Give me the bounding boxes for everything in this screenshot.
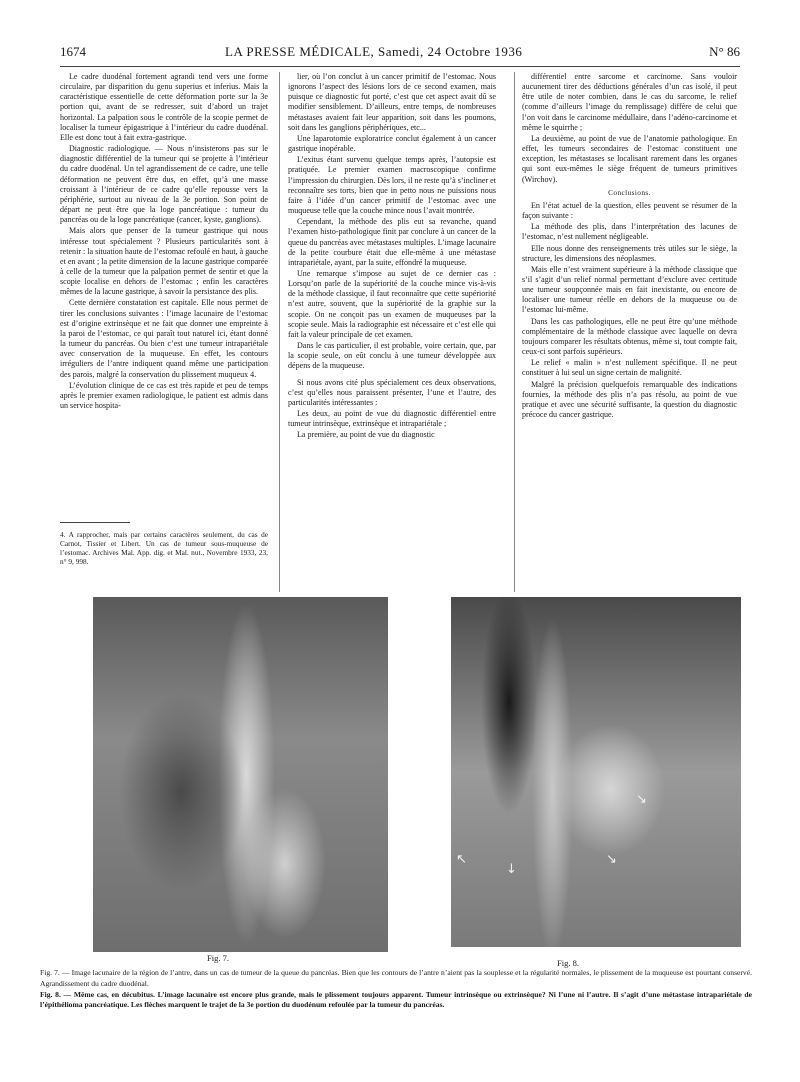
footnote: 4. A rapprocher, mais par certains caractères seulement, du cas de Carnot, Tissier et Libert. Un cas de tumeur sous-muqueuse de l’estomac. Archives Mal. App. dig. et Mal. nut., Novembre 1933, 23, n° 9, 998. [60,530,268,567]
paragraph: La première, au point de vue du diagnostic [297,430,435,440]
arrow-marker: ↓ [506,862,517,877]
figure-caption [40,968,752,1011]
paragraph: En l’état actuel de la question, elles peuvent se résumer de la façon suivante : [522,200,737,221]
section-heading: Conclusions. [608,187,651,197]
paragraph: Une laparotomie exploratrice conclut également à un cancer gastrique inopérable. [288,133,496,154]
caption-fig8: Fig. 8. — Même cas, en décubitus. L’image lacunaire est encore plus grande, mais le plissement toujours apparent. Tumeur intrinsèque ou extrinsèque? Ni l’une ni l’autre. Il s’agit d’une métastase intrapariétale de l’épithélioma pancréatique. Les flèches marquent le trajet de la 3e portion du duodénum refoulée par la tumeur du pancréas. [40,989,752,1010]
paragraph: Malgré la précision quelquefois remarquable des indications fournies, la méthode des plis n’a pas résolu, au point de vue pratique et avec une sécurité suffisante, la question du diagnostic précoce du cancer gastrique. [522,379,737,419]
column-divider [279,72,280,592]
page-number: 1674 [60,44,86,59]
paragraph: Une remarque s’impose au sujet de ce dernier cas : Lorsqu’on parle de la supériorité de la couche mince vis-à-vis de la méthode classique, il faut reconnaître que cette supériorité n’est autre, souvent, que la supériorité de la graphie sur la scopie. On ne conçoit pas un examen de muqueuses par la scopie seule. Mais la radiographie est nécessaire et c’est elle qui fait la valeur principale de cet examen. [288,268,496,339]
paragraph: L’évolution clinique de ce cas est très rapide et peu de temps après le premier examen radiologique, le patient est admis dans un service hospita- [60,380,268,410]
paragraph: différentiel entre sarcome et carcinome. Sans vouloir aucunement tirer des déductions générales d’un cas isolé, il peut être utile de noter combien, dans le cas du sarcome, le relief (comme d’ailleurs l’image du remplissage) diffère de celui que l’on voit dans le carcinome médullaire, dans l’adéno-carcinome et même le squirrhe ; [522,72,737,132]
paragraph: lier, où l’on conclut à un cancer primitif de l’estomac. Nous ignorons l’aspect des lésions lors de ce second examen, mais puisque ce diagnostic fut porté, c’est que cet aspect avait dû se modifier sensiblement. D’ailleurs, entre temps, de nombreuses métastases avaient fait leur apparition, soit dans les poumons, soit dans les ganglions périphériques, etc... [288,72,496,132]
paragraph: Dans les cas pathologiques, elle ne peut être qu’une méthode complémentaire de la méthode classique avec laquelle on devra toujours comparer les résultats obtenus, même si, tout compte fait, ceux-ci sont parfois supérieurs. [522,316,737,357]
paragraph: La méthode des plis, dans l’interprétation des lacunes de l’estomac, n’est nullement négligeable. [522,222,737,242]
text-column-3 [522,72,737,421]
paragraph: Le cadre duodénal fortement agrandi tend vers une forme circulaire, par disparition du genu superius et inferius. Mais la caractéristique essentielle de cette déformation porte sur la 3e portion qui, avant de se redresser, suit d’abord un trajet horizontal. La palpation sous le contrôle de la scopie permet de localiser la tumeur épigastrique à l’intérieur du cadre duodénal. Elle est donc tout à fait extra-gastrique. [60,72,268,142]
arrow-marker: ↘ [636,792,647,807]
journal-title: LA PRESSE MÉDICALE, Samedi, 24 Octobre 1936 [225,44,523,59]
paragraph: Diagnostic radiologique. — Nous n’insisterons pas sur le diagnostic différentiel de la tumeur qui se projette à l’intérieur du cadre duodénal. Un tel agrandissement de ce cadre, une telle déformation ne peuvent être dus, en effet, qu’à une masse croissant à l’intérieur de ce cadre qu’elle repousse vers la périphérie, surtout au niveau de la 3e portion. Son point de départ ne peut être que la loge pancréatique : tumeur du pancréas ou de la loge pancréatique (cancer, kyste, ganglions). [60,144,268,225]
arrow-marker: ↖ [456,852,467,867]
paragraph: Elle nous donne des renseignements très utiles sur le siège, la structure, les dimensions des néoplasmes. [522,243,737,263]
header-rule [60,66,740,67]
column-divider [514,72,515,592]
paragraph: Le relief « malin » n’est nullement spécifique. Il ne peut constituer à lui seul un signe certain de malignité. [522,358,737,378]
xray-figure-7 [93,597,388,952]
text-column-1 [60,72,268,412]
arrow-marker: ↘ [606,852,617,867]
footnote-rule [60,522,130,523]
caption-fig7: Fig. 7. — Image lacunaire de la région de l’antre, dans un cas de tumeur de la queue du pancréas. Bien que les contours de l’antre n’aient pas la souplesse et la régularité normales, le plissement de la muqueuse est pourtant conservé. Agrandissement du cadre duodénal. [40,968,752,988]
paragraph: Les deux, au point de vue du diagnostic différentiel entre tumeur intrinsèque, extrinsèque et intrapariétale ; [288,409,496,429]
issue-number: N° 86 [709,44,740,59]
paragraph: Mais alors que penser de la tumeur gastrique qui nous intéresse tout spécialement ? Plusieurs particularités sont à retenir : la situation haute de l’estomac refoulé en haut, à gauche et en avant ; la petite dimension de la lacune gastrique comparée à celle de la tumeur que la palpation permet de sentir et que la scopie localise en dehors de l’estomac ; enfin les caractères mêmes de la lacune gastrique, à savoir la persistance des plis. [60,226,268,297]
paragraph: Mais elle n’est vraiment supérieure à la méthode classique que s’il s’agit d’un relief normal permettant d’exclure avec certitude une tumeur soupçonnée mais en fait inexistante, ou encore de localiser une tumeur réelle en dehors de la muqueuse ou de l’estomac lui-même. [522,264,737,315]
xray-figure-8 [451,597,741,947]
text-column-2 [288,72,496,441]
figure-7-label: Fig. 7. [207,953,229,963]
page-header [60,44,740,64]
paragraph: Dans le cas particulier, il est probable, voire certain, que, par la scopie seule, on eût conclu à une tumeur développée aux dépens de la muqueuse. [288,341,496,371]
paragraph: Cependant, la méthode des plis eut sa revanche, quand l’examen histo-pathologique finit par conclure à un cancer de la queue du pancréas avec métastases multiples. L’image lacunaire de la petite courbure était due elle-même à une métastase intrapariétale, ayant, par la suite, effondré la muqueuse. [288,217,496,267]
figure-8-label: Fig. 8. [557,958,579,968]
paragraph: Cette dernière constatation est capitale. Elle nous permet de tirer les conclusions suivantes : l’image lacunaire de l’estomac est d’origine extrinsèque et ne fait que donner une empreinte à la paroi de l’estomac, ce qui paraît tout naturel ici, étant donné la tumeur du pancréas. Ou bien c’est une tumeur intrapariétale avec conservation de la muqueuse. En effet, les contours irréguliers de l’antre indiquent quand même une participation des parois, malgré la conservation du plissement muqueux 4. [60,298,268,379]
paragraph: L’exitus étant survenu quelque temps après, l’autopsie est pratiquée. Le premier examen macroscopique confirme l’impression du chirurgien. Dès lors, il ne reste qu’à s’incliner et reconnaître ses torts, bien que in petto nous ne puissions nous faire à l’idée d’un cancer primitif de l’estomac avec une muqueuse telle que la couche mince nous l’avait montrée. [288,155,496,216]
paragraph: Si nous avons cité plus spécialement ces deux observations, c’est qu’elles nous paraissent présenter, l’une et l’autre, des particularités intéressantes : [288,377,496,407]
paragraph: La deuxième, au point de vue de l’anatomie pathologique. En effet, les tumeurs secondaires de l’estomac constituent une exception, les métastases se localisant rarement dans les organes qui sont eux-mêmes le siège fréquent de tumeurs primitives (Wirchov). [522,133,737,184]
